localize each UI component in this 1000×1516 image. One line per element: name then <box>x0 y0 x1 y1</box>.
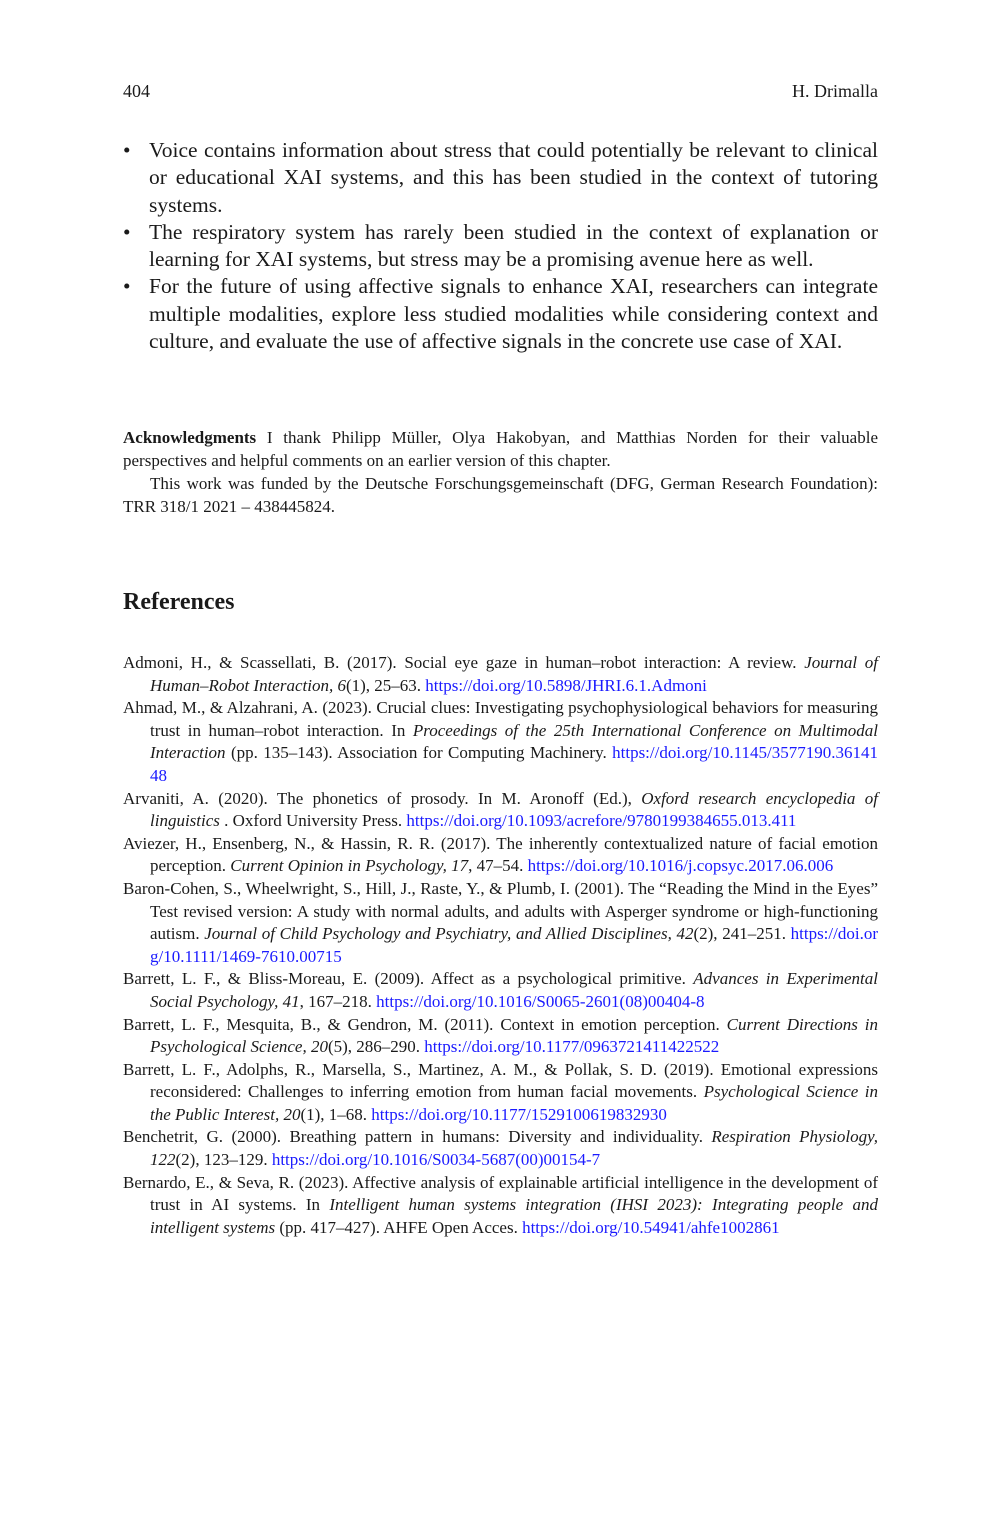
bullet-item: • The respiratory system has rarely been studied in the context of explanation or learning for XAI systems, but stress may be a promising avenue here as well. <box>123 219 878 272</box>
reference-item: Aviezer, H., Ensenberg, N., & Hassin, R. R. (2017). The inherently contextualized nature of facial emotion perception. Current Opinion in Psychology, 17, 47–54. https://doi.org/10.1016/j.copsyc.2017.06.006 <box>123 833 878 876</box>
summary-bullet-list <box>123 137 878 355</box>
running-author: H. Drimalla <box>792 81 878 101</box>
bullet-icon: • <box>123 219 131 244</box>
doi-link[interactable]: https://doi.org/10.1177/1529100619832930 <box>371 1104 667 1124</box>
doi-link[interactable]: https://doi.org/10.1016/j.copsyc.2017.06.006 <box>527 856 834 876</box>
bullet-item: • Voice contains information about stress that could potentially be relevant to clinical or educational XAI systems, and this has been studied in the context of tutoring systems. <box>123 138 878 217</box>
bullet-icon: • <box>123 274 131 299</box>
doi-link[interactable]: https://doi.org/10.1016/S0065-2601(08)00404-8 <box>376 991 705 1011</box>
reference-item: Baron-Cohen, S., Wheelwright, S., Hill, J., Raste, Y., & Plumb, I. (2001). The “Reading the Mind in the Eyes” Test revised version: A study with normal adults, and adults with Asperger syndrome or high-functioning autism. Journal of Child Psychology and Psychiatry, and Allied Disciplines, 42(2), 241–251. https://doi.org/10.1111/1469-7610.00715 <box>123 878 878 966</box>
acknowledgments-paragraph <box>123 426 878 472</box>
reference-list <box>123 652 878 1239</box>
funding-paragraph: This work was funded by the Deutsche Forschungsgemeinschaft (DFG, German Research Foundation): TRR 318/1 2021 – 438445824. <box>123 474 878 516</box>
reference-item: Barrett, L. F., Mesquita, B., & Gendron, M. (2011). Context in emotion perception. Current Directions in Psychological Science, 20(5), 286–290. https://doi.org/10.1177/0963721411422522 <box>123 1014 878 1057</box>
acknowledgments-section <box>123 426 878 518</box>
reference-item: Barrett, L. F., Adolphs, R., Marsella, S., Martinez, A. M., & Pollak, S. D. (2019). Emotional expressions reconsidered: Challenges to inferring emotion from human facial movements. Psychological Science in the Public Interest, 20(1), 1–68. https://doi.org/10.1177/1529100619832930 <box>123 1059 879 1124</box>
reference-item: Benchetrit, G. (2000). Breathing pattern in humans: Diversity and individuality. Respiration Physiology, 122(2), 123–129. https://doi.org/10.1016/S0034-5687(00)00154-7 <box>123 1127 878 1170</box>
references-heading: References <box>123 589 235 615</box>
doi-link[interactable]: https://doi.org/10.1093/acrefore/9780199384655.013.411 <box>406 811 797 831</box>
doi-link[interactable]: https://doi.org/10.1177/0963721411422522 <box>424 1037 720 1057</box>
bullet-item: • For the future of using affective signals to enhance XAI, researchers can integrate multiple modalities, explore less studied modalities while considering context and culture, and evaluate the use of affective signals in the concrete use case of XAI. <box>123 274 878 354</box>
doi-link[interactable]: https://doi.org/10.54941/ahfe1002861 <box>522 1217 780 1237</box>
acknowledgments-label: Acknowledgments <box>123 428 257 447</box>
doi-link[interactable]: https://doi.org/10.1145/3577190.3614148 <box>150 743 878 785</box>
bullet-icon: • <box>123 138 131 162</box>
reference-item: Ahmad, M., & Alzahrani, A. (2023). Crucial clues: Investigating psychophysiological behaviors for measuring trust in human–robot interaction. In Proceedings of the 25th International Conference on Multimodal Interaction (pp. 135–143). Association for Computing Machinery. https://doi.org/10.1145/3577190.3614148 <box>123 698 878 785</box>
acknowledgments-text: I thank Philipp Müller, Olya Hakobyan, and Matthias Norden for their valuable perspectives and helpful comments on an earlier version of this chapter. <box>123 428 878 470</box>
reference-item: Bernardo, E., & Seva, R. (2023). Affective analysis of explainable artificial intelligence in the development of trust in AI systems. In Intelligent human systems integration (IHSI 2023): Integrating people and intelligent systems (pp. 417–427). AHFE Open Acces. https://doi.org/10.54941/ahfe1002861 <box>123 1172 878 1237</box>
doi-link[interactable]: https://doi.org/10.1111/1469-7610.00715 <box>150 924 878 966</box>
reference-item: Admoni, H., & Scassellati, B. (2017). Social eye gaze in human–robot interaction: A review. Journal of Human–Robot Interaction, 6(1), 25–63. https://doi.org/10.5898/JHRI.6.1.Admoni <box>123 653 879 695</box>
reference-item: Barrett, L. F., & Bliss-Moreau, E. (2009). Affect as a psychological primitive. Advances in Experimental Social Psychology, 41, 167–218. https://doi.org/10.1016/S0065-2601(08)00404-8 <box>123 969 878 1011</box>
reference-item: Arvaniti, A. (2020). The phonetics of prosody. In M. Aronoff (Ed.), Oxford research encyclopedia of linguistics . Oxford University Press. https://doi.org/10.1093/acrefore/9780199384655.013.411 <box>123 788 879 831</box>
doi-link[interactable]: https://doi.org/10.1016/S0034-5687(00)00154-7 <box>271 1150 601 1170</box>
page-number: 404 <box>123 81 150 101</box>
doi-link[interactable]: https://doi.org/10.5898/JHRI.6.1.Admoni <box>425 675 707 695</box>
